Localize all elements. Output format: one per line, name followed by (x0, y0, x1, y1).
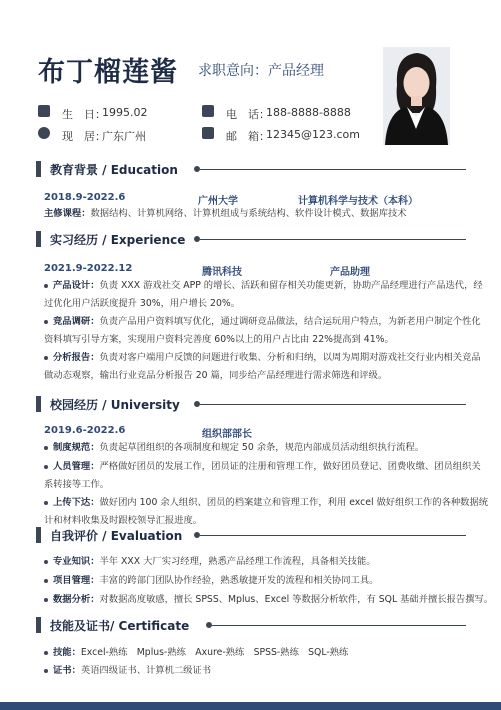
evaluation-item (44, 572, 378, 590)
item-text: Excel-熟练 Mplus-熟练 Axure-熟练 SPSS-熟练 SQL-熟练 (80, 647, 349, 658)
bullet-icon (44, 284, 48, 288)
phone-row (202, 106, 372, 120)
evaluation-item (44, 591, 493, 609)
home-label: 现 居： (62, 130, 106, 143)
section-experience (36, 228, 466, 250)
item-text: 丰富的跨部门团队协作经验，熟悉敏捷开发的流程和相关协同工具。 (99, 575, 379, 586)
section-marker (36, 231, 41, 247)
experience-company: 腾讯科技 (202, 267, 242, 278)
item-text: 系转接等工作。 (44, 479, 110, 490)
item-text: 严格做好团员的发展工作，团员证的注册和管理工作，做好团员登记、团费收缴、团员组织关 (99, 461, 481, 472)
item-text: 做动态观察，输出行业竞品分析报告 20 篇，同步给产品经理进行需求筛选和评级。 (44, 370, 388, 381)
email-label: 邮 箱： (226, 130, 270, 143)
bullet-icon (44, 651, 48, 655)
item-text: 对数据高度敏感，擅长 SPSS、Mplus、Excel 等数据分析软件，有 SQL 基础并擅长报告撰写。 (99, 594, 494, 605)
item-label: 专业知识： (53, 556, 100, 567)
portrait-image (383, 47, 450, 145)
candidate-name: 布丁榴莲酱 (38, 57, 178, 88)
calendar-icon (38, 105, 50, 117)
item-label: 竞品调研： (53, 316, 100, 327)
item-text: 半年 XXX 大厂实习经理，熟悉产品经理工作流程，具备相关技能。 (99, 556, 376, 567)
item-text: 资料填写引导方案，实现用户资料完善度 60%以上的用户占比由 22%提高到 41%。 (44, 334, 394, 345)
birth-label: 生 日： (62, 108, 106, 121)
courses-label: 主修课程： (44, 208, 91, 219)
experience-role: 产品助理 (330, 267, 370, 278)
section-title: 校园经历 / University (50, 398, 180, 412)
university-item (44, 458, 481, 476)
item-text: 计和材料收集及时跟校领导汇报进度。 (44, 515, 203, 526)
birth-row (38, 106, 188, 120)
section-title: 自我评价 / Evaluation (50, 529, 183, 543)
bullet-icon (44, 446, 48, 450)
university-item (44, 494, 488, 512)
item-text: 负责产品用户资料填写优化，通过调研竞品做法，结合运玩用户特点，为新老用户制定个性化 (99, 316, 481, 327)
education-school: 广州大学 (198, 196, 238, 207)
university-date: 2019.6-2022.6 (44, 425, 126, 436)
bullet-icon (44, 669, 48, 673)
item-label: 分析报告： (53, 352, 100, 363)
education-major: 计算机科学与技术（本科） (298, 196, 418, 207)
bullet-icon (44, 579, 48, 583)
item-label: 数据分析： (53, 594, 100, 605)
home-row (38, 128, 188, 142)
birth-value: 1995.02 (102, 106, 148, 119)
experience-item-cont (44, 295, 240, 313)
experience-item (44, 313, 481, 331)
item-label: 人员管理： (53, 461, 100, 472)
evaluation-item (44, 553, 376, 571)
section-title: 技能及证书/ Certificate (50, 619, 190, 633)
section-marker (36, 527, 41, 543)
experience-item (44, 349, 481, 367)
section-evaluation (36, 524, 466, 546)
bullet-icon (44, 320, 48, 324)
item-text: 英语四级证书、计算机二级证书 (80, 665, 212, 676)
certificate-item (44, 662, 211, 680)
item-text: 负责起草团组织的各项制度和规定 50 余条，规范内部成员活动组织执行流程。 (99, 442, 425, 453)
bullet-icon (44, 560, 48, 564)
section-certificate (36, 614, 466, 636)
education-date: 2018.9-2022.6 (44, 192, 126, 203)
section-marker (36, 161, 41, 177)
section-rule (212, 625, 466, 626)
item-label: 制度规范： (53, 442, 100, 453)
section-rule (200, 404, 466, 405)
location-pin-icon (38, 127, 50, 139)
certificate-item (44, 644, 348, 662)
section-rule (200, 169, 466, 170)
phone-label: 电 话： (226, 108, 270, 121)
section-title: 实习经历 / Experience (50, 233, 186, 247)
footer-bar (0, 702, 501, 710)
section-marker (36, 617, 41, 633)
item-label: 证书： (53, 665, 81, 676)
home-value: 广东广州 (102, 130, 146, 143)
section-rule (200, 535, 466, 536)
university-item (44, 439, 424, 457)
item-text: 做好团内 100 余人组织、团员的档案建立和管理工作，利用 excel 做好组织工作的各种数据统 (99, 497, 489, 508)
bullet-icon (44, 465, 48, 469)
bullet-icon (44, 501, 48, 505)
university-role: 组织部部长 (202, 429, 252, 440)
phone-value: 188-8888-8888 (266, 106, 351, 119)
item-text: 负责对客户端用户反馈的问题进行收集、分析和归纳，以周为周期对游戏社交行业内相关竞品 (99, 352, 481, 363)
section-university (36, 393, 466, 415)
experience-item-cont (44, 367, 387, 385)
education-courses (44, 205, 407, 223)
phone-icon (202, 105, 214, 117)
bullet-icon (44, 356, 48, 360)
section-rule (200, 239, 466, 240)
job-intent: 求职意向：产品经理 (198, 63, 324, 79)
section-education (36, 158, 466, 180)
item-text: 负责 XXX 游戏社交 APP 的增长、活跃和留存相关功能更新，协助产品经理进行产品迭代，经 (99, 280, 483, 291)
email-value: 12345@123.com (266, 128, 360, 141)
mail-icon (202, 127, 214, 139)
item-label: 产品设计： (53, 280, 100, 291)
experience-item (44, 277, 483, 295)
section-marker (36, 396, 41, 412)
profile-photo (383, 47, 450, 145)
courses-text: 数据结构、计算机网络、计算机组成与系统结构、软件设计模式、数据库技术 (90, 208, 407, 219)
item-label: 技能： (53, 647, 81, 658)
item-text: 过优化用户活跃度提升 30%，用户增长 20%。 (44, 298, 240, 309)
item-label: 项目管理： (53, 575, 100, 586)
email-row (202, 128, 372, 142)
experience-item-cont (44, 331, 394, 349)
section-title: 教育背景 / Education (50, 163, 178, 177)
experience-date: 2021.9-2022.12 (44, 263, 133, 274)
item-label: 上传下达： (53, 497, 100, 508)
university-item-cont (44, 476, 109, 494)
bullet-icon (44, 598, 48, 602)
